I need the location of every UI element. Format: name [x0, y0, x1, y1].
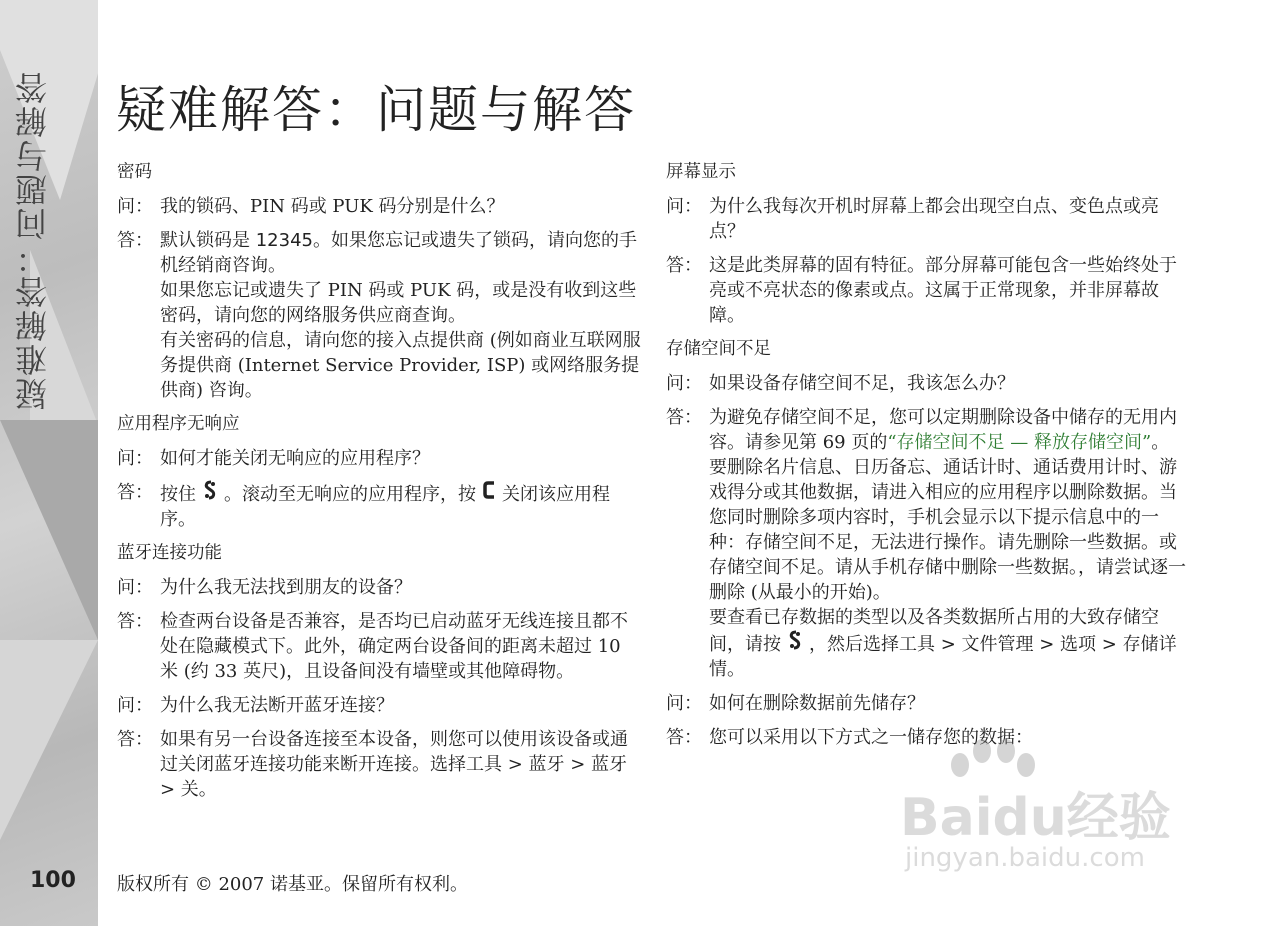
- clear-key-icon: [476, 480, 502, 507]
- question-text: 如果设备存储空间不足，我该怎么办？: [709, 373, 1015, 394]
- answer: [117, 480, 642, 532]
- menu-key-icon: [781, 630, 809, 657]
- question-label: 问：: [666, 373, 702, 394]
- answer-text: 。: [1151, 432, 1170, 453]
- section-heading-display: 屏幕显示: [666, 162, 736, 182]
- answer-text: 检查两台设备是否兼容，是否均已启动蓝牙无线连接且都不处在隐藏模式下。此外，确定两台设备间的距离未超过 10 米 (约 33 英尺)，且设备间没有墙壁或其他障碍物。: [160, 611, 628, 682]
- answer: [666, 725, 1191, 750]
- answer-label: 答：: [117, 482, 153, 503]
- question-label: 问：: [117, 196, 153, 217]
- question: [117, 446, 642, 471]
- answer-paragraph: [160, 228, 642, 278]
- answer-text: 关闭该应用程序。: [160, 484, 610, 530]
- answer-label: 答：: [666, 727, 702, 748]
- answer: [666, 405, 1191, 682]
- answer-paragraph: [709, 405, 1191, 455]
- answer-text: ，然后选择工具 > 文件管理 > 选项 > 存储详情。: [709, 634, 1177, 680]
- default-lock-code: 12345: [255, 230, 313, 251]
- question-label: 问：: [666, 693, 702, 714]
- question-label: 问：: [117, 695, 153, 716]
- answer-paragraph: 如果您忘记或遗失了 PIN 码或 PUK 码，或是没有收到这些密码，请向您的网络服务供应商查询。: [160, 280, 637, 326]
- question: [117, 194, 642, 219]
- section-heading-unresponsive-app: 应用程序无响应: [117, 414, 240, 434]
- answer-label: 答：: [117, 611, 153, 632]
- question: [117, 693, 642, 718]
- answer-text: 。如果您忘记或遗失了锁码，请向您的手机经销商咨询。: [160, 230, 637, 276]
- question-text: 如何在删除数据前先储存？: [709, 693, 925, 714]
- answer-text: ，请尝试逐一删除 (从最小的开始)。: [709, 557, 1186, 603]
- answer-text: 如果有另一台设备连接至本设备，则您可以使用该设备或通过关闭蓝牙连接功能来断开连接。选择工具 > 蓝牙 > 蓝牙 > 关。: [160, 729, 628, 800]
- sidebar-facet: [0, 420, 98, 640]
- section-heading-low-memory: 存储空间不足: [666, 339, 771, 359]
- answer-paragraph: [709, 455, 1191, 605]
- left-column: [117, 160, 642, 811]
- answer-text: 按住: [160, 484, 196, 505]
- device-message: 存储空间不足。请从手机存储中删除一些数据。: [709, 557, 1078, 578]
- device-message: 存储空间不足，无法进行操作。请先删除一些数据。: [745, 532, 1159, 553]
- watermark-url: jingyan.baidu.com: [905, 843, 1145, 873]
- answer-text: 您可以采用以下方式之一储存您的数据：: [709, 727, 1033, 748]
- answer-label: 答：: [666, 407, 702, 428]
- sidebar-chapter-title: 疑难解答：问题与解答: [14, 70, 52, 410]
- question: [666, 371, 1191, 396]
- question-text: 为什么我无法断开蓝牙连接？: [160, 695, 394, 716]
- question-label: 问：: [666, 196, 702, 217]
- watermark-brand: Baidu经验: [900, 788, 1171, 848]
- question: [666, 194, 1191, 244]
- answer-label: 答：: [117, 230, 153, 251]
- answer: [666, 253, 1191, 328]
- answer-text: 要查看已存数据的类型以及各类数据所占用的大致存储空间，请按: [709, 607, 1159, 655]
- answer: [117, 609, 642, 684]
- question-label: 问：: [117, 448, 153, 469]
- answer: [117, 228, 642, 403]
- sidebar: [0, 0, 98, 926]
- section-heading-password: 密码: [117, 162, 152, 182]
- page-number: 100: [30, 868, 76, 893]
- answer-label: 答：: [666, 255, 702, 276]
- menu-key-icon: [196, 480, 224, 507]
- question: [666, 691, 1191, 716]
- sidebar-facet: [0, 640, 98, 840]
- copyright-footer: 版权所有 © 2007 诺基亚。保留所有权利。: [117, 874, 468, 895]
- right-column: [666, 160, 1191, 759]
- answer-paragraph: 有关密码的信息，请向您的接入点提供商 (例如商业互联网服务提供商 (Internet Service Provider, ISP) 或网络服务提供商) 咨询。: [160, 330, 641, 401]
- answer-paragraph: [709, 605, 1191, 682]
- section-heading-bluetooth: 蓝牙连接功能: [117, 543, 222, 563]
- question-text: 为什么我无法找到朋友的设备？: [160, 577, 412, 598]
- answer-text: 默认锁码是: [160, 230, 256, 251]
- answer-text: 为避免存储空间不足，您可以定期删除设备中储存的无用内容。请参见第 69 页的: [709, 407, 1177, 453]
- answer-text: 要删除名片信息、日历备忘、通话计时、通话费用计时、游戏得分或其他数据，请进入相应的应用程序以删除数据。当您同时删除多项内容时，手机会显示以下提示信息中的一种：: [709, 457, 1177, 553]
- question-text: 如何才能关闭无响应的应用程序？: [160, 448, 430, 469]
- question: [117, 575, 642, 600]
- answer-text: 。滚动至无响应的应用程序，按: [224, 484, 476, 505]
- answer-label: 答：: [117, 729, 153, 750]
- page-title: 疑难解答：问题与解答: [116, 81, 636, 139]
- answer-text: 这是此类屏幕的固有特征。部分屏幕可能包含一些始终处于亮或不亮状态的像素或点。这属于正常现象，并非屏幕故障。: [709, 255, 1177, 326]
- cross-reference-link[interactable]: “存储空间不足 — 释放存储空间”: [887, 432, 1152, 453]
- answer-text: 或: [1159, 532, 1177, 553]
- question-label: 问：: [117, 577, 153, 598]
- answer: [117, 727, 642, 802]
- question-text: 为什么我每次开机时屏幕上都会出现空白点、变色点或亮点？: [709, 196, 1159, 242]
- question-text: 我的锁码、PIN 码或 PUK 码分别是什么？: [160, 196, 505, 217]
